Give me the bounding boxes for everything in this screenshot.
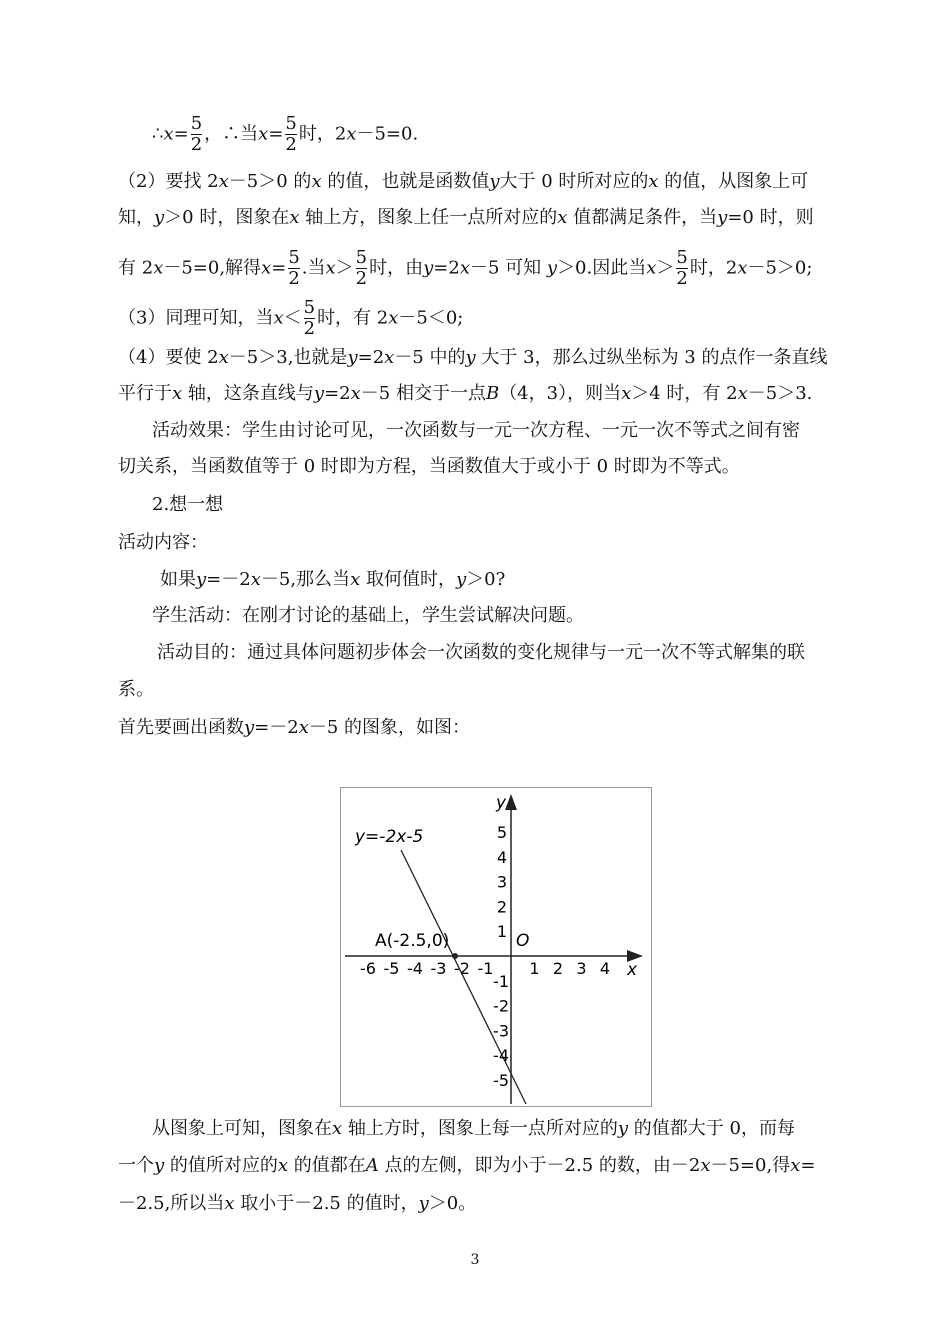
tick-label: -2	[493, 996, 509, 1016]
text-line-14: 活动目的：通过具体问题初步体会一次函数的变化规律与一元一次不等式解集的联	[157, 642, 805, 663]
fraction: $\frac{5}{2}$	[303, 297, 316, 339]
tick-label: -5	[383, 959, 400, 978]
origin-label: O	[516, 931, 530, 951]
text-line-12: 如果y=－2x－5,那么当x 取何值时，y＞0?	[160, 569, 506, 590]
fraction: $\frac{5}{2}$	[190, 113, 203, 155]
tick-label: -2	[454, 959, 470, 978]
text-line-13: 学生活动：在刚才讨论的基础上，学生尝试解决问题。	[152, 605, 584, 626]
tick-label: -5	[493, 1071, 509, 1090]
fraction: $\frac{5}{2}$	[288, 247, 300, 289]
fraction: $\frac{5}{2}$	[285, 113, 297, 155]
text-line-17: 从图象上可知，图象在x 轴上方时，图象上每一点所对应的y 的值都大于 0，而每	[152, 1118, 795, 1139]
text-line-19: －2.5,所以当x 取小于－2.5 的值时，y＞0。	[118, 1193, 477, 1214]
tick-label: 3	[576, 959, 587, 978]
text-line-15: 系。	[118, 679, 154, 700]
tick-label: 3	[496, 872, 507, 892]
function-graph	[340, 787, 652, 1107]
tick-label: -4	[493, 1046, 509, 1066]
fraction: $\frac{5}{2}$	[676, 247, 688, 289]
text-line-18: 一个y 的值所对应的x 的值都在A 点的左侧，即为小于－2.5 的数，由－2x－5=0,得x=	[118, 1155, 816, 1176]
text-line-4: 有 2x－5=0,解得x= $\frac{5}{2}$ .当x＞ $\frac{5}{2}$ 时，由y=2x－5 可知 y＞0.因此当x＞ $\frac{5}{2}$ 时，2x－5＞0;	[118, 247, 813, 289]
text-line-7: 平行于x 轴，这条直线与y=2x－5 相交于一点B（4，3），则当x＞4 时，有 2x－5＞3.	[118, 383, 813, 404]
function-label: y=-2x-5	[355, 827, 424, 847]
text-line-8: 活动效果：学生由讨论可见，一次函数与一元一次方程、一元一次不等式之间有密	[152, 420, 800, 441]
y-axis-label: y	[496, 793, 507, 813]
text-line-2: （2）要找 2x－5＞0 的x 的值，也就是函数值y大于 0 时所对应的x 的值，从图象上可	[118, 171, 809, 192]
x-axis-label: x	[627, 960, 638, 980]
graph-canvas	[341, 788, 651, 1106]
tick-label: 1	[529, 959, 540, 978]
y-axis-arrow-icon	[505, 794, 517, 810]
tick-label: -3	[430, 959, 447, 978]
text-line-9: 切关系，当函数值等于 0 时即为方程，当函数值大于或小于 0 时即为不等式。	[118, 456, 740, 477]
tick-label: -6	[360, 959, 376, 978]
fraction: $\frac{5}{2}$	[355, 247, 368, 289]
text-line-3: 知，y＞0 时，图象在x 轴上方，图象上任一点所对应的x 值都满足条件，当y=0 时，则	[118, 207, 814, 228]
tick-label: 4	[599, 959, 611, 978]
text-line-5: （3）同理可知，当x＜ $\frac{5}{2}$ 时，有 2x－5＜0;	[118, 297, 464, 339]
text-line-1: ∴x= $\frac{5}{2}$ ，∴当x= $\frac{5}{2}$ 时，2x－5=0.	[152, 113, 419, 155]
tick-label: 1	[496, 922, 507, 942]
tick-label: -3	[493, 1021, 509, 1041]
text-line-6: （4）要使 2x－5＞3,也就是y=2x－5 中的y 大于 3，那么过纵坐标为 3 的点作一条直线	[118, 347, 828, 368]
tick-label: 5	[496, 823, 507, 842]
tick-label: 4	[496, 847, 507, 867]
tick-label: 2	[496, 897, 507, 917]
text-line-11: 活动内容：	[118, 532, 208, 553]
point-a-label: A(-2.5,0)	[375, 931, 450, 951]
tick-label: -1	[477, 959, 494, 978]
tick-label: -1	[493, 971, 509, 991]
page-number: 3	[470, 1252, 480, 1268]
tick-label: -4	[407, 959, 423, 978]
tick-label: 2	[552, 959, 564, 978]
section-heading: 2.想一想	[152, 494, 224, 515]
text-line-16: 首先要画出函数y=－2x－5 的图象，如图：	[118, 717, 471, 738]
